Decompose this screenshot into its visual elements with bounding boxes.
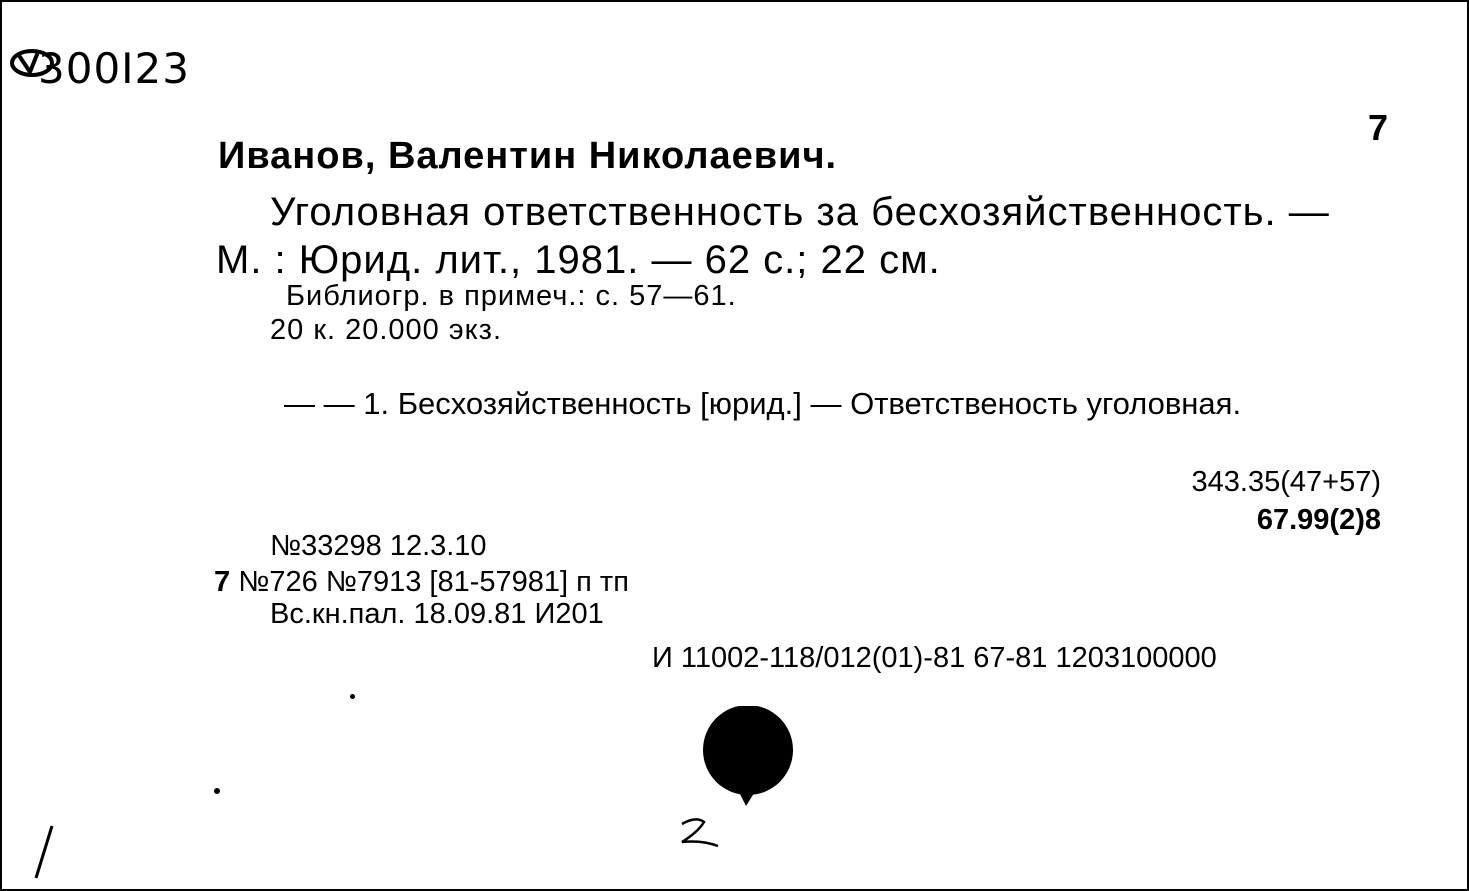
udc-index: 343.35(47+57) [1191,466,1381,498]
slash-mark-icon [28,822,58,882]
price-and-print-run: 20 к. 20.000 экз. [270,314,503,346]
punched-hole-icon [702,706,796,806]
speck [350,694,355,699]
speck [214,788,220,794]
bbk-index: 67.99(2)8 [1256,504,1381,536]
registration-line-1: №33298 12.3.10 [270,530,487,562]
registration-prefix: 7 [214,566,231,598]
card-page-number: 7 [1368,107,1389,148]
registration-line-2 [214,568,629,597]
registration-line-4: И 11002-118/012(01)-81 67-81 1203100000 [652,642,1217,674]
author-heading: Иванов, Валентин Николаевич. [218,135,838,177]
title-line-1: Уголовная ответственность за бесхозяйственность. — [270,190,1330,234]
handwritten-mark [674,812,726,860]
registration-line-2-text: №726 №7913 [81-57981] п тп [238,566,629,598]
registration-line-3: Вс.кн.пал. 18.09.81 И201 [270,598,604,630]
subject-headings: — — 1. Бесхозяйственность [юрид.] — Ответственость уголовная. [284,386,1242,421]
library-stamp-number: 300I23 [38,44,190,93]
bibliography-note: Библиогр. в примеч.: с. 57—61. [286,280,737,312]
title-line-2: М. : Юрид. лит., 1981. — 62 с.; 22 см. [216,238,941,282]
